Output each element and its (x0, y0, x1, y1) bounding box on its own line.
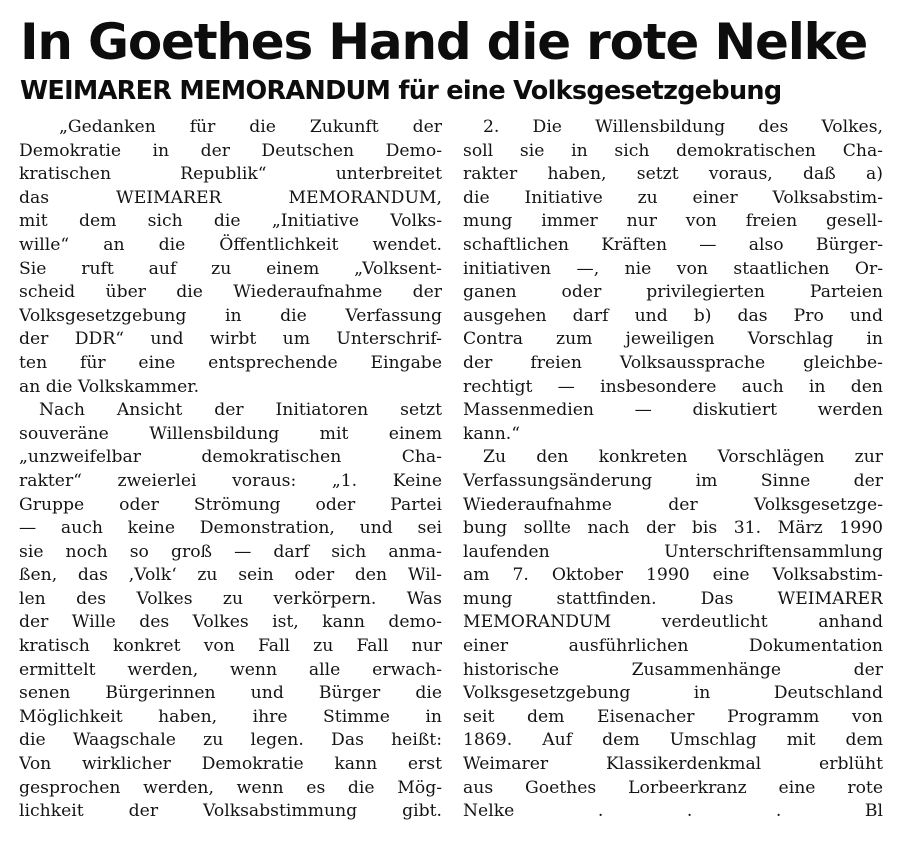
text-line: MEMORANDUM verdeutlicht anhand (463, 612, 883, 633)
text-line: ganen oder privilegierten Parteien (463, 282, 883, 303)
text-line: am 7. Oktober 1990 eine Volksabstim- (463, 565, 883, 586)
text-line: mung immer nur von freien gesell- (463, 211, 883, 232)
text-line: „Gedanken für die Zukunft der (59, 117, 442, 137)
text-line: kratischen Republik“ unterbreitet (19, 164, 442, 185)
text-line: Demokratie in der Deutschen Demo- (19, 140, 442, 161)
text-line: senen Bürgerinnen und Bürger die (19, 683, 442, 704)
text-line: gesprochen werden, wenn es die Mög- (19, 777, 442, 798)
text-line: rechtigt — insbesondere auch in den (463, 376, 883, 397)
text-line: bung sollte nach der bis 31. März 1990 (463, 518, 883, 539)
text-line: 2. Die Willensbildung des Volkes, (483, 117, 883, 137)
right-column (463, 116, 883, 824)
text-line: einer ausführlichen Dokumentation (463, 636, 883, 657)
text-line: schaftlichen Kräften — also Bürger- (463, 234, 883, 255)
text-line: ermittelt werden, wenn alle erwach- (19, 659, 442, 680)
text-line: kann.“ (463, 423, 521, 444)
text-line: Massenmedien — diskutiert werden (463, 400, 883, 421)
text-line: ausgehen darf und b) das Pro und (463, 305, 883, 326)
text-line: Volksgesetzgebung in die Verfassung (19, 305, 442, 326)
text-line: Von wirklicher Demokratie kann erst (19, 754, 442, 775)
text-line: laufenden Unterschriftensammlung (463, 541, 883, 562)
text-line: das WEIMARER MEMORANDUM, (19, 187, 442, 208)
text-line: Contra zum jeweiligen Vorschlag in (463, 329, 883, 350)
text-line: aus Goethes Lorbeerkranz eine rote (463, 777, 883, 798)
text-line: mung stattfinden. Das WEIMARER (463, 588, 883, 609)
text-line: der DDR“ und wirbt um Unterschrif- (19, 329, 442, 350)
left-column (19, 116, 442, 824)
text-line: der Wille des Volkes ist, kann demo- (19, 612, 442, 633)
text-line: Weimarer Klassikerdenkmal erblüht (463, 754, 883, 775)
text-line: Sie ruft auf zu einem „Volksent- (19, 258, 442, 279)
text-line: — auch keine Demonstration, und sei (19, 518, 442, 539)
text-line: rakter“ zweierlei voraus: „1. Keine (19, 470, 442, 491)
text-line: ßen, das ‚Volk‘ zu sein oder den Wil- (19, 565, 442, 586)
text-line: sie noch so groß — darf sich anma- (19, 541, 442, 562)
text-line: souveräne Willensbildung mit einem (19, 423, 442, 444)
text-line: Möglichkeit haben, ihre Stimme in (19, 706, 442, 727)
text-line: soll sie in sich demokratischen Cha- (463, 140, 883, 161)
text-line: historische Zusammenhänge der (463, 659, 883, 680)
text-line: Wiederaufnahme der Volksgesetzge- (463, 494, 883, 515)
text-line: „unzweifelbar demokratischen Cha- (19, 447, 442, 468)
text-line: Nach Ansicht der Initiatoren setzt (39, 400, 442, 421)
text-line: ten für eine entsprechende Eingabe (19, 352, 442, 373)
text-line: der freien Volksaussprache gleichbe- (463, 352, 883, 373)
text-line: rakter haben, setzt voraus, daß a) (463, 164, 883, 185)
text-line: die Waagschale zu legen. Das heißt: (19, 730, 442, 751)
headline: In Goethes Hand die rote Nelke (20, 13, 868, 71)
text-line: mit dem sich die „Initiative Volks- (19, 211, 442, 232)
text-line: initiativen —, nie von staatlichen Or- (463, 258, 883, 279)
text-line: an die Volkskammer. (19, 376, 200, 397)
text-line: seit dem Eisenacher Programm von (463, 706, 883, 727)
text-line: scheid über die Wiederaufnahme der (19, 282, 442, 303)
text-line: Zu den konkreten Vorschlägen zur (483, 447, 883, 468)
text-line: wille“ an die Öffentlichkeit wendet. (19, 234, 442, 255)
text-line: 1869. Auf dem Umschlag mit dem (463, 730, 883, 751)
text-line: lichkeit der Volksabstimmung gibt. (19, 801, 442, 822)
text-line: len des Volkes zu verkörpern. Was (19, 588, 442, 609)
text-line: Nelke . . . Bl (463, 801, 883, 822)
text-line: Verfassungsänderung im Sinne der (463, 470, 883, 491)
text-line: Volksgesetzgebung in Deutschland (463, 683, 883, 704)
text-line: die Initiative zu einer Volksabstim- (463, 187, 883, 208)
text-line: Gruppe oder Strömung oder Partei (19, 494, 442, 515)
text-line: kratisch konkret von Fall zu Fall nur (19, 636, 442, 657)
subheadline: WEIMARER MEMORANDUM für eine Volksgesetzgebung (20, 76, 782, 106)
